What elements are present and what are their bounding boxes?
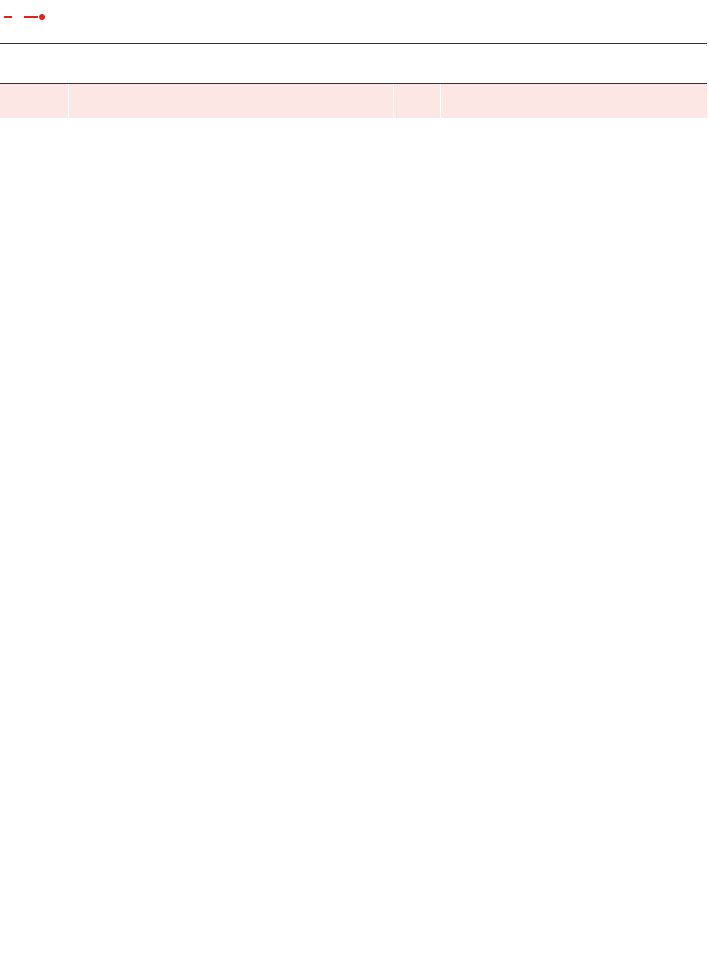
- table-header-row: [0, 44, 707, 84]
- column-header-data: [440, 44, 707, 84]
- column-header-item: [68, 44, 393, 84]
- row-number: [0, 84, 68, 119]
- row-unit: [393, 84, 440, 119]
- column-header-no: [0, 44, 68, 84]
- column-header-unit: [393, 44, 440, 84]
- table-row: [0, 84, 707, 119]
- row-item: [68, 84, 393, 119]
- header-line-decoration: [24, 16, 38, 18]
- row-value: [440, 84, 707, 119]
- header-dash-decoration: [4, 16, 12, 18]
- section-header: [0, 0, 709, 34]
- spec-table: [0, 43, 707, 119]
- header-dot-decoration: [39, 14, 45, 20]
